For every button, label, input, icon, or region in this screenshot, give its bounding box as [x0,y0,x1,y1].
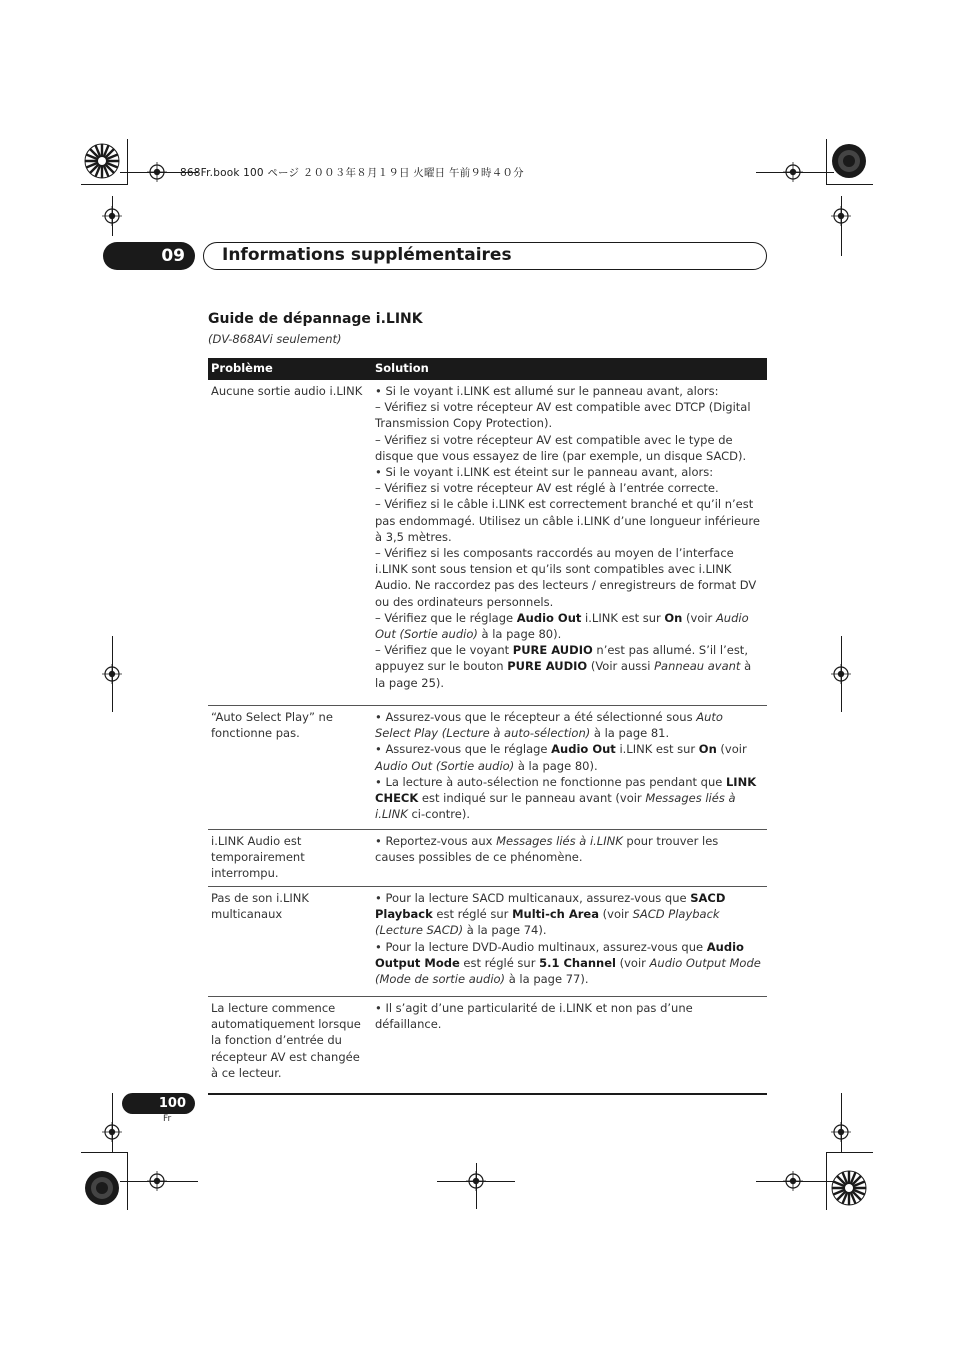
crop-mark [127,139,128,185]
solution-cell [372,887,767,996]
solution-text: • La lecture à auto-sélection ne fonctionne pas pendant que [375,774,726,789]
solution-text: • Assurez-vous que le réglage [375,742,552,757]
chapter-title: Informations supplémentaires [222,245,512,265]
solution-line [375,741,761,773]
page-number-badge: 100 [122,1093,195,1114]
solution-line [375,464,761,480]
solution-text: • Reportez-vous aux [375,834,497,848]
solution-text: 5.1 Channel [539,955,616,970]
solution-text: • Pour la lecture SACD multicanaux, assurez-vous que [375,891,691,905]
solution-text: à la page 77). [505,972,589,987]
solution-text: • Si le voyant i.LINK est allumé sur le panneau avant, alors: [375,384,719,398]
solution-text: à la page 74). [463,923,547,938]
solution-text: (voir [682,610,716,625]
solution-text: – Vérifiez que le réglage [375,610,517,625]
problem-cell: “Auto Select Play” ne fonctionne pas. [211,710,333,741]
solution-line [375,545,761,610]
solution-text: est réglé sur [459,955,540,970]
solution-line [375,939,761,988]
solution-text: i.LINK est sur [581,610,665,625]
crop-mark [827,184,873,185]
table-row [208,887,767,997]
crop-mark [826,139,827,185]
solution-text: (Voir aussi [587,659,655,674]
solution-text: – Vérifiez si les composants raccordés au moyen de l’interface i.LINK sont sous tension et qu’ils sont compatibles avec i.LINK Audio. Ne raccordez pas des lecteurs / enregistreurs de format DV ou des ordinateurs personnels. [375,546,757,609]
problem-cell: La lecture commence automatiquement lorsque la fonction d’entrée du récepteur AV est changée à ce lecteur. [211,1001,361,1080]
solution-line [375,774,761,823]
solution-text: – Vérifiez que le voyant [375,643,513,658]
registration-mark-icon [102,1122,122,1142]
registration-mark-icon [831,206,851,226]
color-bar-disc-icon [84,1170,120,1206]
solution-text: Multi-ch Area [512,907,599,922]
solution-text: Audio Out (Sortie audio) [375,758,515,773]
solution-text: à la page 80). [477,627,562,642]
solution-line [375,833,761,865]
solution-text: i.LINK est sur [615,742,699,757]
solution-cell [372,997,767,1093]
solution-text: Audio Out [516,610,582,625]
solution-text: On [664,610,683,625]
solution-text: LINK CHECK [375,774,757,806]
solution-text: (voir [716,742,747,757]
chapter-title-box [203,242,767,270]
solution-line [375,432,761,464]
section-title: Guide de dépannage i.LINK [208,311,423,327]
registration-mark-icon [831,664,851,684]
table-row [208,830,767,887]
chapter-number-badge: 09 [103,242,195,270]
table-row [208,997,767,1095]
solution-line [375,399,761,431]
solution-text: • Pour la lecture DVD-Audio multinaux, assurez-vous que [375,939,707,954]
registration-mark-icon [783,1171,803,1191]
solution-text: pour trouver les causes possibles de ce phénomène. [375,834,719,865]
solution-text: Panneau avant [654,659,741,674]
solution-text: Messages liés à i.LINK [496,834,623,848]
solution-text: PURE AUDIO [512,643,593,658]
registration-mark-icon [147,1171,167,1191]
table-header [208,358,767,380]
solution-text: à la page 25). [375,659,752,690]
solution-text: est réglé sur [432,907,513,922]
solution-cell [372,830,767,886]
solution-text: est indiqué sur le panneau avant (voir [418,791,646,806]
solution-text: ci-contre). [407,807,470,822]
solution-text: On [698,742,717,757]
solution-text: Auto Select Play (Lecture à auto-sélection) [375,710,723,741]
section-subtitle: (DV-868AVi seulement) [208,332,342,346]
solution-text: • Il s’agit d’une particularité de i.LINK et non pas d’une défaillance. [375,1001,693,1032]
column-header-solution: Solution [375,361,429,375]
page-language: Fr [163,1114,172,1124]
solution-text: PURE AUDIO [507,659,588,674]
troubleshooting-table [208,358,767,1095]
crop-mark [81,184,127,185]
crop-mark [827,1152,873,1153]
solution-line [375,480,761,496]
solution-text: SACD Playback [375,891,726,922]
solution-text: Audio Out (Sortie audio) [375,610,749,642]
problem-cell: Aucune sortie audio i.LINK [211,384,363,398]
solution-line [375,610,761,642]
solution-text: – Vérifiez si le câble i.LINK est correctement branché et qu’il n’est pas endommagé. Utilisez un câble i.LINK d’une longueur inférieure à 3,5 mètres. [375,497,760,544]
solution-text: • Si le voyant i.LINK est éteint sur le panneau avant, alors: [375,465,714,480]
crop-mark [841,196,842,256]
solution-cell [372,380,767,705]
registration-mark-icon [102,206,122,226]
solution-line [375,642,761,691]
solution-line [375,709,761,741]
solution-line [375,890,761,939]
registration-mark-icon [102,664,122,684]
solution-text: • Assurez-vous que le récepteur a été sélectionné sous [375,710,697,724]
registration-mark-icon [783,162,803,182]
solution-text: Messages liés à i.LINK [375,791,736,822]
solution-text: – Vérifiez si votre récepteur AV est compatible avec DTCP (Digital Transmission Copy Protection). [375,400,751,431]
problem-cell: i.LINK Audio est temporairement interrompu. [211,834,305,881]
solution-text: (voir [599,907,633,922]
registration-mark-icon [831,1122,851,1142]
solution-text: Audio Out [551,742,616,757]
solution-line [375,1000,761,1032]
color-bar-disc-icon [84,143,120,179]
solution-text: (voir [615,955,650,970]
solution-text: Audio Output Mode (Mode de sortie audio) [375,955,761,987]
registration-mark-icon [466,1171,486,1191]
solution-text: Audio Output Mode [375,939,744,970]
crop-mark [81,1152,127,1153]
solution-line [375,383,761,399]
table-row [208,380,767,706]
column-header-problem: Problème [211,361,273,375]
registration-mark-icon [147,162,167,182]
solution-text: – Vérifiez si votre récepteur AV est compatible avec le type de disque que vous essayez de lire (par exemple, un disque SACD). [375,432,747,463]
solution-cell [372,706,767,829]
solution-text: à la page 81. [590,726,670,741]
table-row [208,706,767,830]
solution-text: n’est pas allumé. S’il l’est, appuyez sur le bouton [375,643,748,674]
solution-line [375,496,761,545]
color-bar-disc-icon [831,143,867,179]
color-bar-disc-icon [831,1170,867,1206]
solution-text: – Vérifiez si votre récepteur AV est réglé à l’entrée correcte. [375,481,719,496]
solution-text: SACD Playback (Lecture SACD) [375,907,720,938]
print-header: 868Fr.book 100 ページ ２００３年８月１９日 火曜日 午前９時４０分 [180,167,524,179]
solution-text: à la page 80). [514,758,598,773]
problem-cell: Pas de son i.LINK multicanaux [211,891,309,922]
table-body [208,380,767,1095]
